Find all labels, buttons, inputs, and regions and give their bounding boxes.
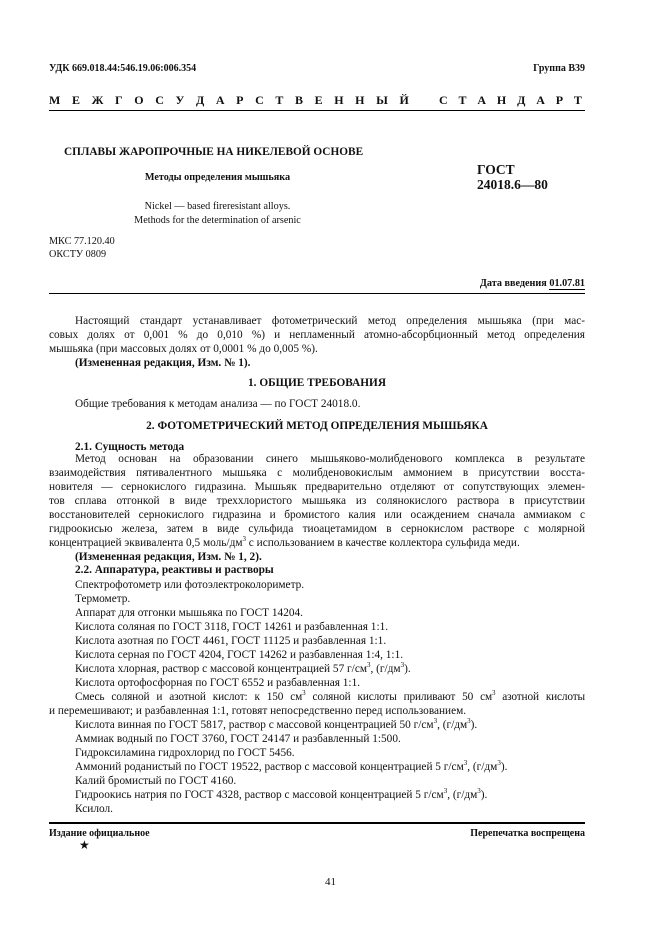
udk-code: УДК 669.018.44:546.19.06:006.354	[49, 63, 197, 74]
acid-mix-line-2: и перемешивают; и разбавленная 1:1, готовят непосредственно перед использованием.	[49, 705, 467, 717]
spaced-letter: Н	[355, 93, 365, 107]
interstate-word	[49, 93, 409, 108]
intro-line-1: Настоящий стандарт устанавливает фотометрический метод определения мышьяка (при мас-	[75, 315, 585, 327]
okstu-code: ОКСТУ 0809	[49, 249, 107, 260]
superscript-3: 3	[477, 787, 481, 796]
superscript-3: 3	[400, 661, 405, 670]
method-line-6: гидроокисью железа, затем в виде сульфида тиоацетамидом в сернокислом растворе с молярной	[49, 523, 585, 535]
spaced-letter: А	[215, 93, 225, 107]
reprint-prohibited: Перепечатка воспрещена	[470, 828, 585, 839]
superscript-3: 3	[433, 717, 438, 726]
spaced-letter: А	[536, 93, 545, 107]
spaced-letter: Е	[71, 93, 80, 107]
superscript-3: 3	[443, 787, 448, 796]
subsection-2-1-heading: 2.1. Сущность метода	[75, 441, 185, 453]
spaced-letter: Р	[555, 93, 564, 107]
method-line-3: новителя — сернокислого гидразина. Мышьяк предварительно отделяют от сопутствующих элемен-	[49, 481, 585, 493]
intro-edit-note: (Измененная редакция, Изм. № 1).	[75, 357, 251, 369]
english-title-1: Nickel — based firеresistant alloys.	[144, 201, 291, 212]
intro-date-value: 01.07.81	[549, 278, 585, 289]
standard-word	[439, 93, 582, 108]
section-1-heading: 1. ОБЩИЕ ТРЕБОВАНИЯ	[248, 377, 386, 389]
section-2-edit-note: (Измененная редакция, Изм. № 1, 2).	[75, 551, 262, 563]
official-edition: Издание официальное	[49, 828, 150, 839]
method-line-4: тов сплава отгонкой в виде треххлористого мышьяка из солянокислого раствора в присутствии	[49, 495, 585, 507]
reagent-item: Ксилол.	[75, 803, 113, 815]
intro-line-3: мышьяка (при массовых долях от 0,0001 % до 0,005 %).	[49, 343, 318, 355]
spaced-letter: Т	[275, 93, 284, 107]
intro-line-2: совых долях от 0,001 % до 0,010 %) и непламенный атомно-абсорбционный метод определения	[49, 329, 585, 341]
reagent-text: Кислота винная по ГОСТ 5817, раствор с массовой концентрацией 50 г/см	[75, 719, 434, 731]
spaced-letter: М	[49, 93, 61, 107]
spaced-letter: Р	[236, 93, 244, 107]
spaced-letter: Й	[399, 93, 409, 107]
superscript-3: 3	[463, 759, 468, 768]
unit-tail: , (г/дм	[370, 663, 401, 675]
reagent-item	[75, 662, 411, 676]
gost-number: 24018.6—80	[477, 177, 548, 192]
reagent-text: соляной кислоты приливают 50 см	[305, 691, 492, 703]
spaced-letter: У	[175, 93, 185, 107]
reagent-text: азотной кислоты	[495, 691, 585, 703]
reagent-item: Кислота соляная по ГОСТ 3118, ГОСТ 14261 и разбавленная 1:1.	[75, 621, 389, 633]
reagent-item: Кислота серная по ГОСТ 4204, ГОСТ 14262 и разбавленная 1:4, 1:1.	[75, 649, 404, 661]
method-line-7a: концентрацией эквивалента 0,5 моль/дм	[49, 537, 243, 549]
spaced-letter: Г	[115, 93, 123, 107]
spaced-letter: С	[255, 93, 264, 107]
reagent-item: Спектрофотометр или фотоэлектроколориметр.	[75, 579, 305, 591]
reagent-item: Кислота ортофосфорная по ГОСТ 6552 и разбавленная 1:1.	[75, 677, 361, 689]
gost-label: ГОСТ	[477, 162, 515, 177]
superscript-3: 3	[491, 689, 496, 698]
reagent-item: Кислота азотная по ГОСТ 4461, ГОСТ 11125 и разбавленная 1:1.	[75, 635, 387, 647]
spaced-letter: О	[134, 93, 144, 107]
header-rule	[49, 110, 585, 111]
spaced-letter: Ж	[91, 93, 104, 107]
acid-mix-line-1	[49, 690, 585, 704]
spaced-letter: Д	[517, 93, 526, 107]
page-number: 41	[325, 876, 336, 888]
method-line-5: восстановителей сернокислого гидразина и бромистого калия или осаждением сначала аммиаком с	[49, 509, 585, 521]
reagent-item: Термометр.	[75, 593, 131, 605]
unit-tail: ).	[500, 761, 508, 773]
spaced-letter: Е	[314, 93, 323, 107]
unit-tail: ).	[404, 663, 411, 675]
reagent-text: Аммоний роданистый по ГОСТ 19522, раствор с массовой концентрацией 5 г/см	[75, 761, 464, 773]
superscript-3: 3	[242, 535, 246, 544]
spaced-letter: С	[439, 93, 448, 107]
spaced-letter: А	[477, 93, 487, 107]
spaced-letter: Т	[573, 93, 582, 107]
unit-tail: , (г/дм	[437, 719, 468, 731]
spaced-letter: Н	[496, 93, 507, 107]
reagent-item: Калий бромистый по ГОСТ 4160.	[75, 775, 237, 787]
reagent-item: Гидроксиламина гидрохлорид по ГОСТ 5456.	[75, 747, 295, 759]
section-2-heading: 2. ФОТОМЕТРИЧЕСКИЙ МЕТОД ОПРЕДЕЛЕНИЯ МЫШЬЯКА	[146, 420, 488, 432]
reagent-text: Смесь соляной и азотной кислот: к 150 см	[75, 691, 303, 703]
intro-date-label: Дата введения	[479, 278, 547, 289]
reagent-item	[75, 760, 507, 774]
group-code: Группа В39	[533, 63, 585, 74]
spaced-letter: Д	[195, 93, 205, 107]
intro-date	[480, 278, 585, 289]
superscript-3: 3	[467, 717, 471, 726]
method-line-2: взаимодействия пятивалентного мышьяка с молибденовокислым аммонием в присутствии восста-	[49, 467, 585, 479]
spaced-letter: Ы	[376, 93, 388, 107]
spaced-letter: В	[294, 93, 303, 107]
english-title-2: Methods for the determination of arsenic	[134, 215, 301, 226]
footer-rule	[49, 822, 585, 824]
spaced-letter: С	[155, 93, 164, 107]
intro-rule	[49, 293, 585, 294]
reagent-item	[75, 788, 487, 802]
method-line-7b: с использованием в качестве коллектора сульфида меди.	[245, 537, 520, 549]
spaced-letter: Н	[334, 93, 344, 107]
superscript-3: 3	[302, 689, 306, 698]
method-line-7	[49, 536, 585, 550]
unit-tail: ).	[470, 719, 478, 731]
method-line-1: Метод основан на образовании синего мышьяково-молибденового комплекса в результате	[75, 453, 585, 465]
superscript-3: 3	[497, 759, 501, 768]
unit-tail: ).	[480, 789, 488, 801]
reagent-text: Кислота хлорная, раствор с массовой концентрацией 57 г/см	[75, 663, 367, 675]
document-title: СПЛАВЫ ЖАРОПРОЧНЫЕ НА НИКЕЛЕВОЙ ОСНОВЕ	[64, 146, 364, 158]
superscript-3: 3	[366, 661, 371, 670]
unit-tail: , (г/дм	[447, 789, 478, 801]
spaced-letter: Т	[458, 93, 467, 107]
reagent-text: Гидроокись натрия по ГОСТ 4328, раствор с массовой концентрацией 5 г/см	[75, 789, 444, 801]
document-subtitle: Методы определения мышьяка	[144, 172, 291, 183]
section-1-text: Общие требования к методам анализа — по ГОСТ 24018.0.	[75, 398, 361, 410]
reagent-item	[75, 718, 477, 732]
reagent-item: Аммиак водный по ГОСТ 3760, ГОСТ 24147 и разбавленный 1:500.	[75, 733, 401, 745]
mks-code: МКС 77.120.40	[49, 236, 115, 247]
star-icon: ★	[79, 838, 90, 852]
unit-tail: , (г/дм	[467, 761, 498, 773]
reagent-item: Аппарат для отгонки мышьяка по ГОСТ 14204.	[75, 607, 303, 619]
subsection-2-2-heading: 2.2. Аппаратура, реактивы и растворы	[75, 564, 274, 576]
